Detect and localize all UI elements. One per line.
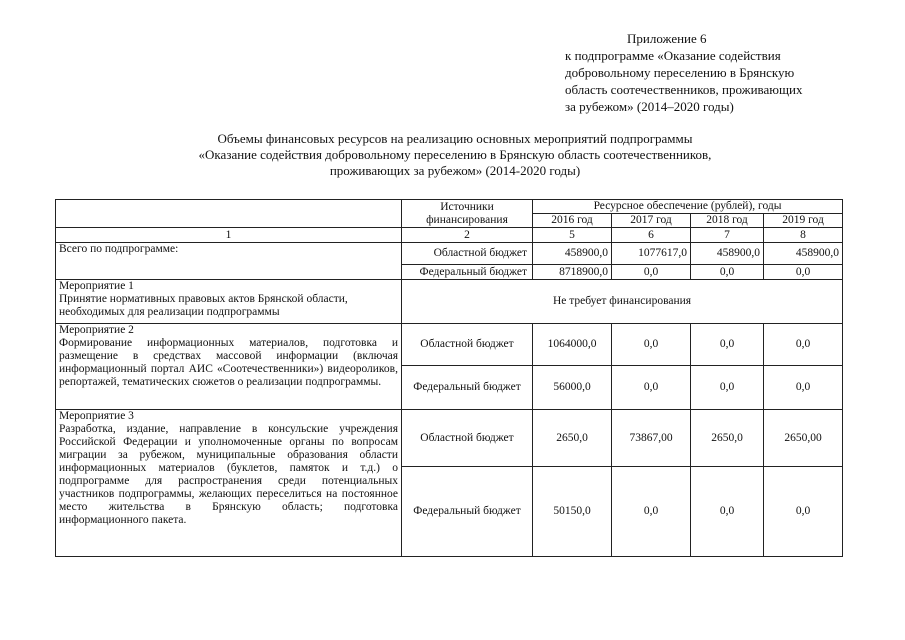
value-cell: 458900,0	[764, 243, 843, 265]
header-empty-cell	[56, 200, 402, 228]
header-sources: Источники финансирования	[402, 200, 533, 228]
activity1-desc: Принятие нормативных правовых актов Брянской области, необходимых для реализации подпрограммы	[59, 293, 348, 318]
value-cell: 0,0	[764, 366, 843, 410]
header-resources: Ресурсное обеспечение (рублей), годы	[533, 200, 843, 214]
source-cell: Областной бюджет	[402, 410, 533, 467]
appendix-heading: Приложение 6	[627, 31, 707, 46]
value-cell: 0,0	[612, 366, 691, 410]
column-number: 6	[612, 228, 691, 243]
column-number: 2	[402, 228, 533, 243]
source-cell: Областной бюджет	[402, 324, 533, 366]
value-cell: 50150,0	[533, 467, 612, 557]
activity1-cell	[56, 280, 402, 324]
value-cell: 0,0	[612, 265, 691, 280]
value-cell: 0,0	[691, 265, 764, 280]
header-year: 2018 год	[691, 214, 764, 228]
column-number: 5	[533, 228, 612, 243]
funding-table	[55, 199, 843, 557]
value-cell: 2650,0	[533, 410, 612, 467]
title-line: «Оказание содействия добровольному переселению в Брянскую область соотечественников,	[198, 147, 712, 162]
activity2-desc: Формирование информационных материалов, подготовка и размещение в средствах массовой информации (включая информационный портал АИС «Соотечественники») видеороликов, репортажей, тематических сюжетов о реализации подпрограммы.	[59, 337, 398, 388]
source-cell: Федеральный бюджет	[402, 366, 533, 410]
appendix-block	[565, 30, 865, 115]
activity2-name: Мероприятие 2	[59, 324, 134, 336]
header-year: 2019 год	[764, 214, 843, 228]
appendix-line: к подпрограмме «Оказание содействия	[565, 48, 781, 63]
total-label: Всего по подпрограмме:	[56, 243, 402, 280]
total-regional-row	[56, 243, 843, 265]
value-cell: 0,0	[612, 324, 691, 366]
source-cell: Федеральный бюджет	[402, 467, 533, 557]
header-row	[56, 200, 843, 214]
activity1-row	[56, 280, 843, 324]
activity3-name: Мероприятие 3	[59, 410, 134, 422]
value-cell: 56000,0	[533, 366, 612, 410]
value-cell: 458900,0	[691, 243, 764, 265]
title-line: проживающих за рубежом» (2014-2020 годы)	[329, 163, 581, 178]
activity1-note: Не требует финансирования	[402, 280, 843, 324]
value-cell: 2650,0	[691, 410, 764, 467]
value-cell: 0,0	[691, 467, 764, 557]
activity3-cell	[56, 410, 402, 557]
appendix-line: добровольному переселению в Брянскую	[565, 65, 795, 80]
header-year: 2017 год	[612, 214, 691, 228]
appendix-line: область соотечественников, проживающих	[565, 82, 803, 97]
activity2-cell	[56, 324, 402, 410]
value-cell: 0,0	[764, 467, 843, 557]
column-number: 1	[56, 228, 402, 243]
value-cell: 0,0	[691, 366, 764, 410]
column-number: 7	[691, 228, 764, 243]
value-cell: 0,0	[691, 324, 764, 366]
source-cell: Федеральный бюджет	[402, 265, 533, 280]
appendix-line: за рубежом» (2014–2020 годы)	[565, 99, 734, 114]
source-cell: Областной бюджет	[402, 243, 533, 265]
value-cell: 458900,0	[533, 243, 612, 265]
value-cell: 2650,00	[764, 410, 843, 467]
column-numbers-row	[56, 228, 843, 243]
column-number: 8	[764, 228, 843, 243]
activity1-name: Мероприятие 1	[59, 280, 134, 292]
value-cell: 8718900,0	[533, 265, 612, 280]
value-cell: 0,0	[764, 265, 843, 280]
value-cell: 1064000,0	[533, 324, 612, 366]
value-cell: 0,0	[764, 324, 843, 366]
activity2-regional-row	[56, 324, 843, 366]
value-cell: 1077617,0	[612, 243, 691, 265]
activity3-regional-row	[56, 410, 843, 467]
activity3-desc: Разработка, издание, направление в консульские учреждения Российской Федерации и уполномоченные органы по вопросам миграции за рубежом, муниципальные образования области информационных материалов (буклетов, памяток и т.д.) о подпрограмме для распространения среди потенциальных участников подпрограммы, желающих переселиться на постоянное место жительства в Брянскую область; подготовка информационного пакета.	[59, 423, 398, 526]
value-cell: 73867,00	[612, 410, 691, 467]
document-title	[60, 131, 850, 179]
title-line: Объемы финансовых ресурсов на реализацию основных мероприятий подпрограммы	[217, 131, 693, 146]
header-year: 2016 год	[533, 214, 612, 228]
value-cell: 0,0	[612, 467, 691, 557]
